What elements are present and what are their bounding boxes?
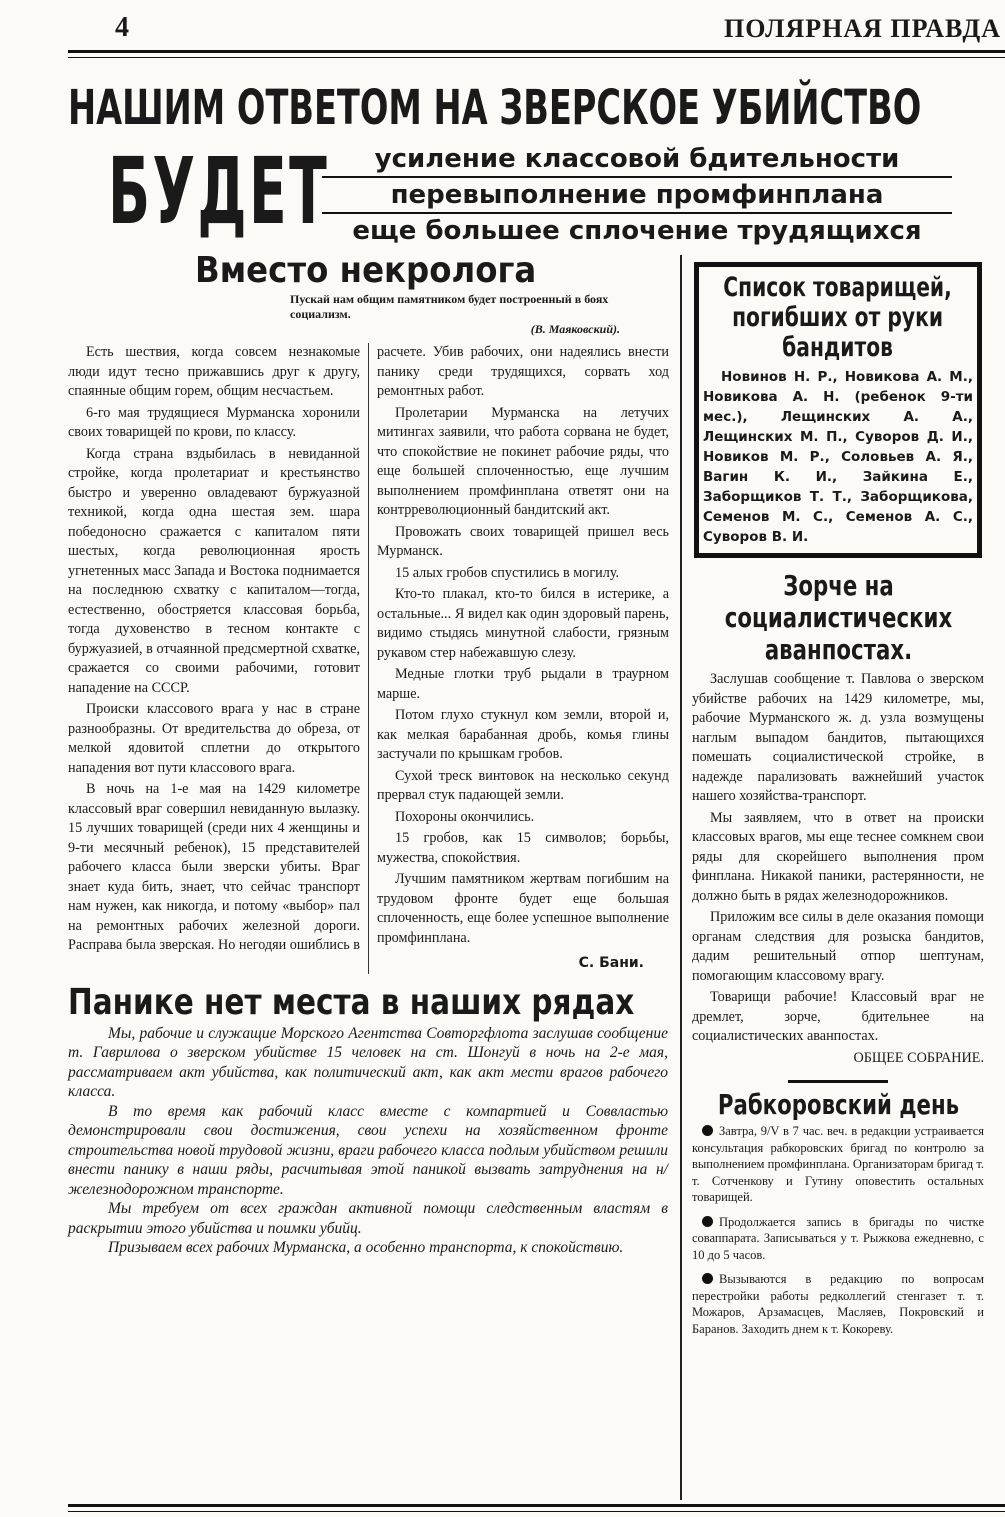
paragraph: Провожать своих товарищей пришел весь Мурманск. [377, 523, 669, 559]
paragraph: Когда страна вздыбилась в невиданной стройке, когда пролетариат и крестьянство быстро и уверенно овладевают буржуазной техникой, когда одна шестая зем. шара победоносно сражается с капиталом пяти шестых, когда революционная ярость угнетенных масс Запада и Востока поднимается на последнюю схватку с капиталом—тогда, естественно, обостряется классовая борьба, тогда духовенство в тесном контакте с буржуазией, в отчаянной предсмертной схватке, сражается со своими рабочими, готовит нападение на СССР. [68, 445, 360, 696]
article-title: Вместо некролога [195, 250, 537, 291]
paragraph: Мы требуем от всех граждан активной помощи следственным властям в раскрытии этого убийства и поимки убийц. [68, 1200, 668, 1237]
banner-line: еще большее сплочение трудящихся [352, 216, 922, 246]
vigilance-text [692, 670, 984, 1068]
banner-lines [322, 142, 952, 248]
paragraph: Лучшим памятником жертвам погибшим на трудовом фронте будет еще большая сплоченность, еще более успешное выполнение промфинплана. [377, 871, 669, 946]
paragraph: Похороны окончились. [395, 808, 535, 825]
paragraph: Медные глотки труб рыдали в траурном марше. [377, 666, 669, 702]
page-number: 4 [115, 12, 129, 43]
paragraph: Мы заявляем, что в ответ на происки классовых врагов, мы еще теснее сомкнем свои ряды для скорейшего выполнения пром финплана. Никакой паники, растерянности, не должно быть в рядах железнодорожников. [692, 809, 984, 904]
paragraph: Мы, рабочие и служащие Морского Агентства Совторгфлота заслушав сообщение т. Гаврилова о зверском убийстве 15 человек на ст. Шонгуй в ночь на 2-е мая, рассматриваем акт убийства, как политический акт, как акт мести врагов рабочего класса. [68, 1024, 668, 1100]
paragraph: Кто-то плакал, кто-то бился в истерике, а остальные... Я видел как один здоровый парень, видимо стыдясь минутной слабости, грязным рукавом стер набежавшую слезу. [377, 586, 669, 661]
epigraph [290, 292, 650, 337]
list-item [692, 1214, 984, 1264]
article-column-1 [68, 343, 360, 974]
left-section [68, 250, 672, 1258]
item-text: Продолжается запись в бригады по чистке соваппарата. Записываться у т. Рыжкова ежедневно, с 10 до 5 часов. [692, 1214, 984, 1262]
paragraph: 15 гробов, как 15 символов; борьбы, мужества, спокойствия. [377, 830, 669, 866]
right-section [692, 262, 984, 1345]
article-columns [68, 343, 672, 974]
paragraph: Товарищи рабочие! Классовый враг не дремлет, зорче, бдительнее на социалистических аванпостах. [692, 989, 984, 1044]
masthead: ПОЛЯРНАЯ ПРАВДА [723, 14, 1001, 43]
paragraph: Происки классового врага у нас в стране разнообразны. От вредительства до обреза, от мелкой ядовитой сплетни до открытого нападения вот пути классового врага. [68, 701, 360, 776]
panic-text [68, 1024, 668, 1258]
article-column-2 [377, 343, 669, 974]
victims-names: Новинов Н. Р., Новикова А. М., Новикова А. Н. (ребенок 9-ти мес.), Лещинских А. А., Лещинских М. П., Суворов Д. И., Новиков М. Р., Соловьев А. Я., Вагин К. И., Зайкина Е., Заборщиков Т. Т., Заборщикова, Семенов М. С., Семенов А. С., Суворов В. И. [703, 369, 973, 545]
paragraph: Потом глухо стукнул ком земли, второй и, как мелкая барабанная дробь, комья глины застучали по крышкам гробов. [377, 707, 669, 762]
rabkor-items [692, 1123, 984, 1337]
article-title: Зорче на социалистических аванпостах. [724, 569, 953, 666]
banner-headline: НАШИМ ОТВЕТОМ НА ЗВЕРСКОЕ УБИЙСТВО [68, 80, 922, 136]
paragraph: В то время как рабочий класс вместе с компартией и Соввластью демонстрировали свои достижения, свои успехи на хозяйственном фронте строительства новой трудовой жизни, враги рабочего класса подлым убийством решили внести панику в наши ряды, расчитывая этой паникой вызвать затруднения на н/железнодорожном транспорте. [68, 1102, 668, 1198]
paragraph: Призываем всех рабочих Мурманска, а особенно транспорта, к спокойствию. [108, 1239, 624, 1256]
epigraph-text: Пускай нам общим памятником будет построенный в боях социализм. [290, 292, 609, 321]
signoff: ОБЩЕЕ СОБРАНИЕ. [853, 1049, 984, 1066]
item-text: Завтра, 9/V в 7 час. веч. в редакции устраивается консультация рабкоровских бригад по контролю за выполнением промфинплана. Организаторам бригад т. т. Сотченкову и Гутину оповестить остальных товарищей. [692, 1124, 984, 1204]
top-rule [68, 50, 1005, 58]
bullet-icon [702, 1273, 713, 1284]
paragraph: Приложим все силы в деле оказания помощи органам следствия для розыска бандитов, дадим решительный отпор шептунам, помогающим классовому врагу. [692, 909, 984, 984]
paragraph: 6-го мая трудящиеся Мурманска хоронили своих товарищей по крови, по классу. [68, 404, 360, 440]
paragraph: Заслушав сообщение т. Павлова о зверском убийстве рабочих на 1429 километре, мы, рабочие Мурманского ж. д. узла возмущены наглым выпадом бандитов, пытающихся помешать социалистической стройке, в надежде парализовать важнейший участок нашего хозяйства-транспорт. [692, 671, 984, 804]
paragraph: расчете. Убив рабочих, они надеялись внести панику среди трудящихся, сорвать ход ремонтных работ. [377, 344, 669, 399]
article-title: Панике нет места в наших рядах [68, 981, 635, 1023]
banner-line: усиление классовой бдительности [322, 142, 952, 178]
victims-box [694, 262, 982, 558]
victims-title: Список товарищей, погибших от руки бандитов [723, 272, 953, 363]
banner-line: перевыполнение промфинплана [322, 178, 952, 214]
signature: С. Бани. [578, 955, 644, 971]
column-divider [368, 343, 369, 974]
paragraph: Есть шествия, когда совсем незнакомые люди идут тесно прижавшись друг к другу, спаянные общим горем, общим несчастьем. [68, 344, 360, 399]
bottom-rule [68, 1504, 1005, 1512]
bullet-icon [702, 1216, 713, 1227]
epigraph-author: (В. Маяковский). [530, 322, 620, 336]
paragraph: Пролетарии Мурманска на летучих митингах заявили, что работа сорвана не будет, что спокойствие не покинет рабочие ряды, что еще большей сплоченностью, еще лучшим выполнением промфинплана ответят они на контрреволюционный бандитский акт. [377, 404, 669, 518]
section-title: Рабкоровский день [717, 1088, 960, 1121]
paragraph: Сухой треск винтовок на несколько секунд прервал стук падающей земли. [377, 767, 669, 803]
column-divider [680, 255, 682, 1500]
item-text: Вызываются в редакцию по вопросам перестройки работы редколлегий стенгазет т. т. Можаров, Арзамасцев, Масляев, Покровский и Баранов. Заходить днем к т. Кокореву. [692, 1272, 984, 1336]
list-item [692, 1123, 984, 1206]
paragraph: 15 алых гробов спустились в могилу. [395, 564, 620, 581]
bullet-icon [702, 1125, 713, 1136]
section-divider [788, 1080, 888, 1083]
list-item [692, 1271, 984, 1337]
paragraph: В ночь на 1-е мая на 1429 километре классовый враг совершил невиданную вылазку. 15 лучших товарищей (среди них 4 женщины и 9-ти месячный ребенок), 15 представителей рабочего класса были зверски убиты. Враг знает куда бить, знает, что сейчас транспорт нам нужен, как никогда, и потому «выбор» пал на ремонтных рабочих железной дороги. Расправа была зверская. Но негодяи ошиблись в [68, 781, 360, 953]
banner-will-be: БУДЕТ [108, 138, 330, 245]
